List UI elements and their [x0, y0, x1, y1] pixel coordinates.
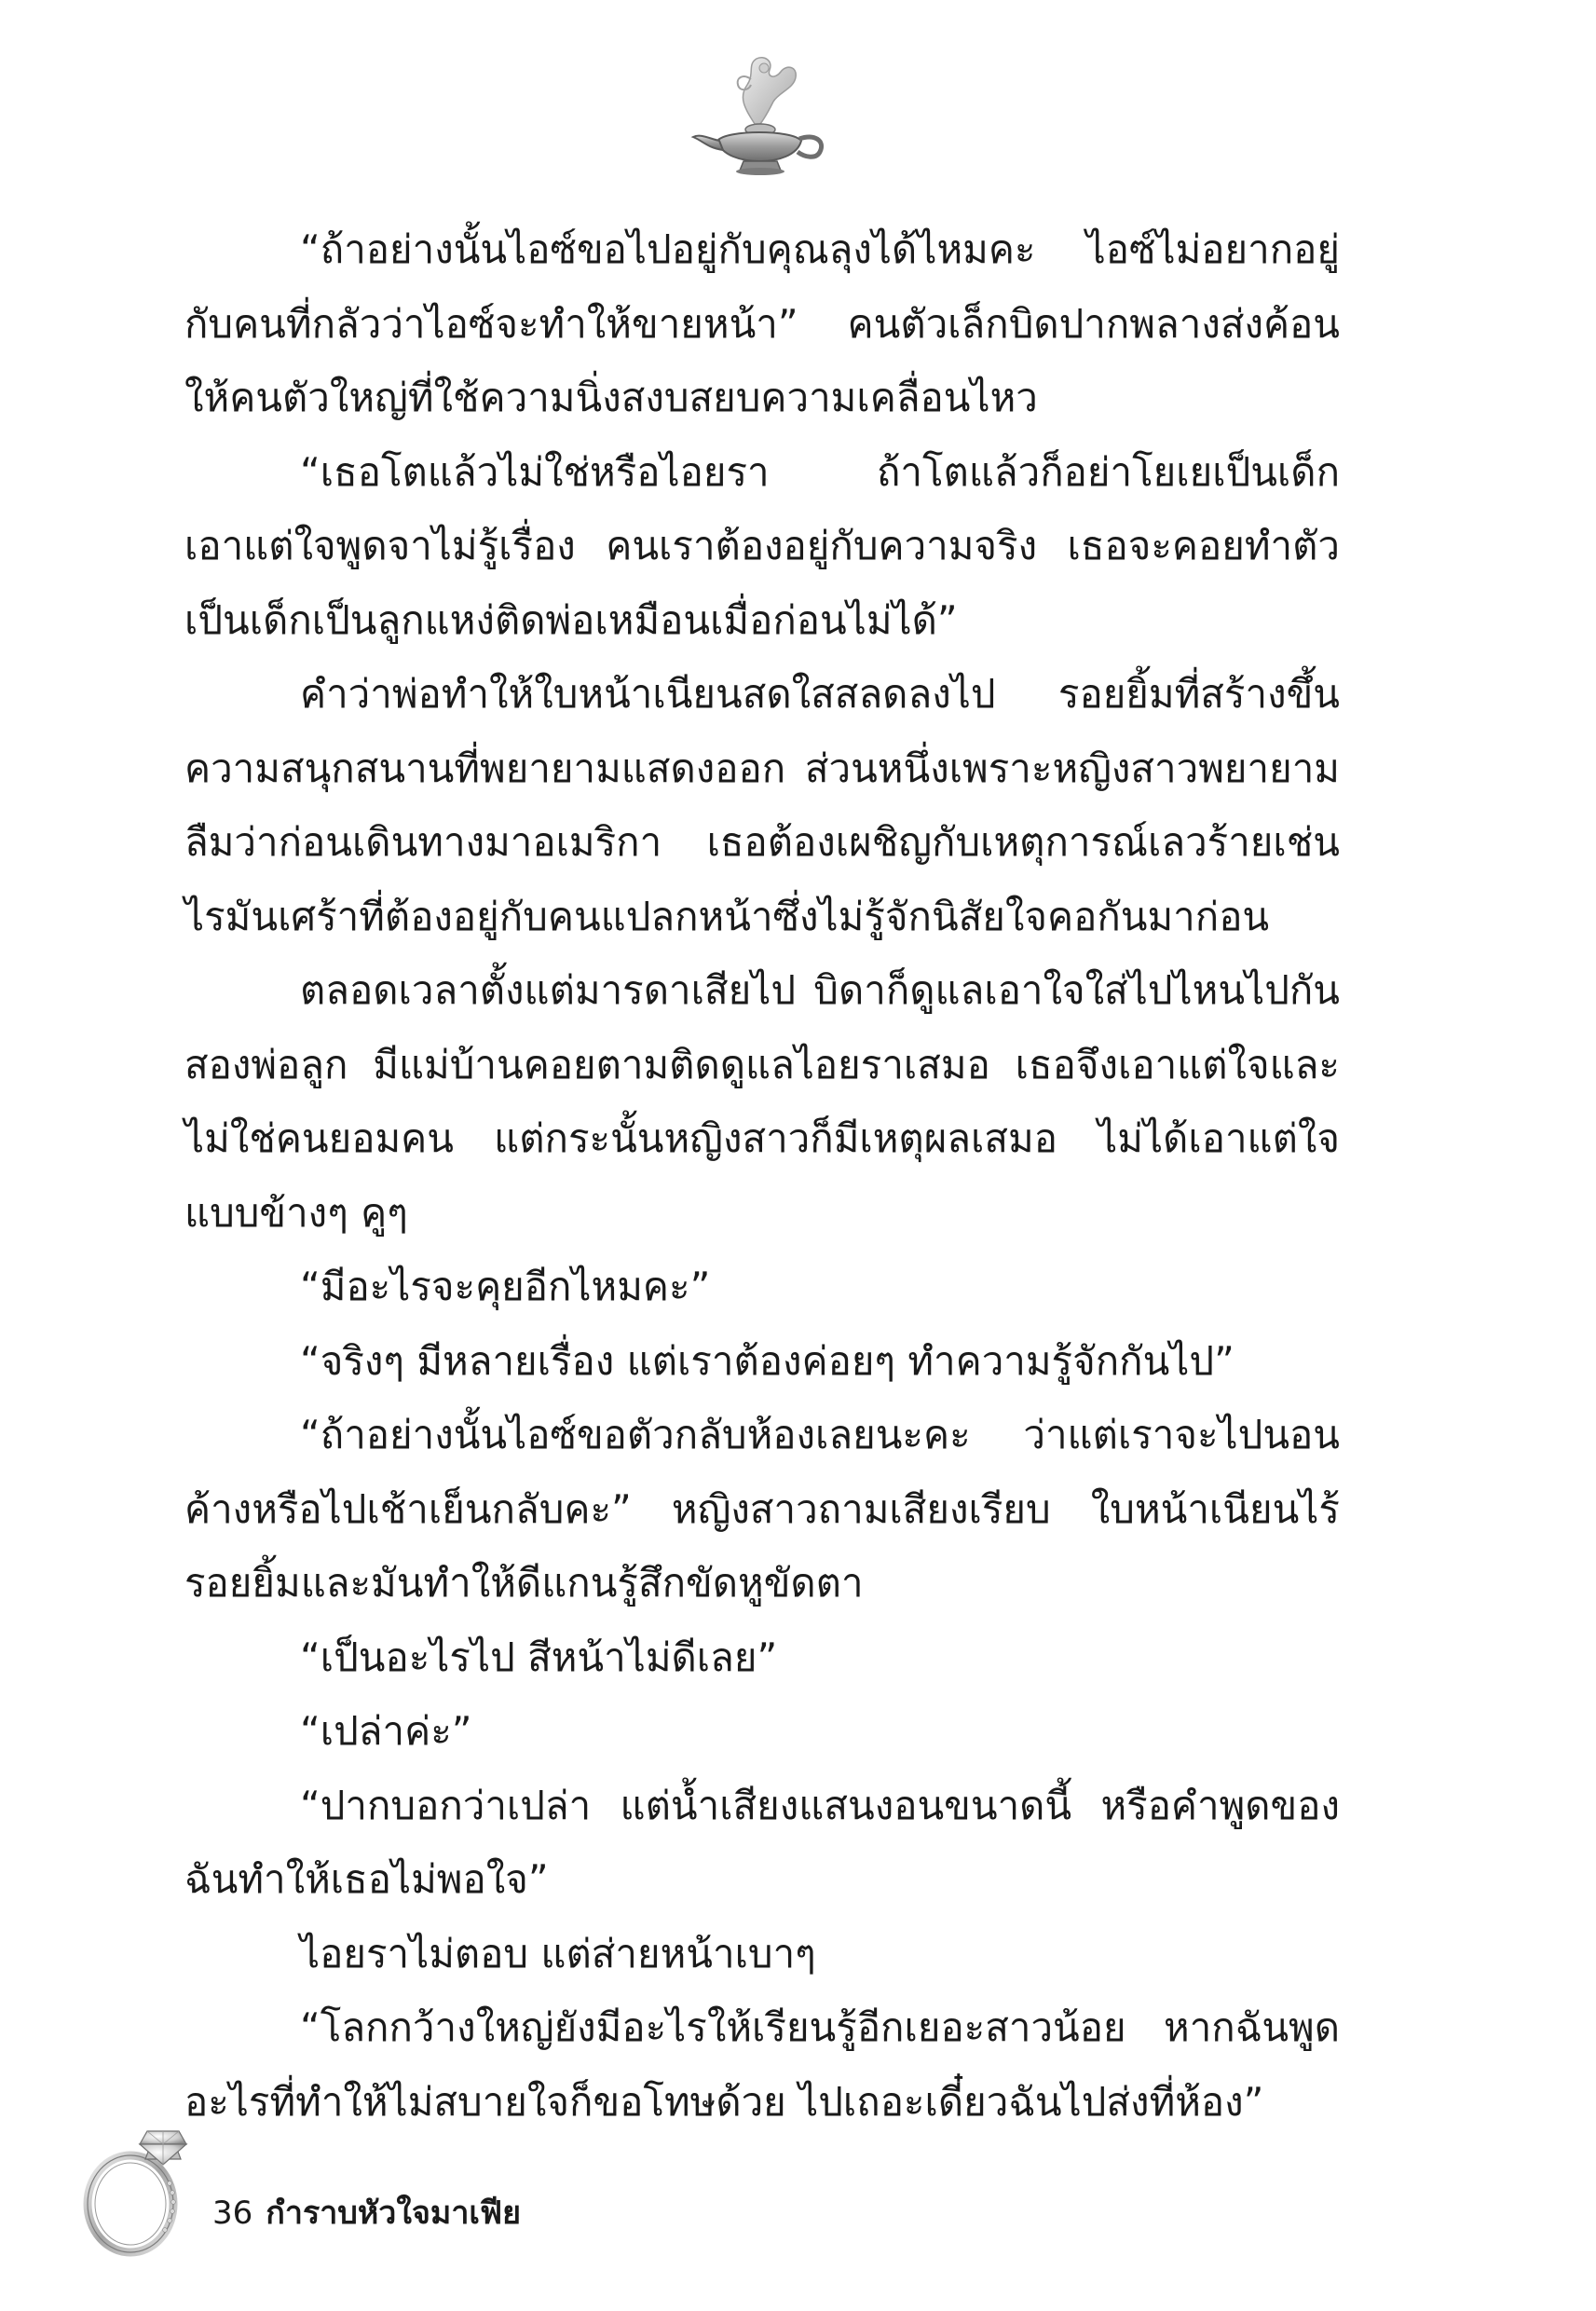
paragraph: “จริงๆ มีหลายเรื่อง แต่เราต้องค่อยๆ ทำความรู้จักกันไป” [300, 1337, 1235, 1384]
paragraph: “เป็นอะไรไป สีหน้าไม่ดีเลย” [300, 1634, 778, 1680]
paragraph: “ปากบอกว่าเปล่า แต่น้ำเสียงแสนงอนขนาดนี้ หรือคำพูดของฉันทำให้เธอไม่พอใจ” [184, 1782, 1340, 1902]
paragraph: คำว่าพ่อทำให้ใบหน้าเนียนสดใสสลดลงไป รอยยิ้มที่สร้างขึ้นความสนุกสนานที่พยายามแสดงออก ส่วนหนึ่งเพราะหญิงสาวพยายามลืมว่าก่อนเดินทางมาอเมริกา เธอต้องเผชิญกับเหตุการณ์เลวร้ายเช่นไรมันเศร้าที่ต้องอยู่กับคนแปลกหน้าซึ่งไม่รู้จักนิสัยใจคอกันมาก่อน [184, 671, 1340, 939]
paragraph: ตลอดเวลาตั้งแต่มารดาเสียไป บิดาก็ดูแลเอาใจใส่ไปไหนไปกันสองพ่อลูก มีแม่บ้านคอยตามติดดูแลไอยราเสมอ เธอจึงเอาแต่ใจและไม่ใช่คนยอมคน แต่กระนั้นหญิงสาวก็มีเหตุผลเสมอ ไม่ได้เอาแต่ใจแบบข้างๆ คูๆ [184, 967, 1340, 1236]
paragraph: “มีอะไรจะคุยอีกไหมคะ” [300, 1264, 711, 1309]
paragraph: “โลกกว้างใหญ่ยังมีอะไรให้เรียนรู้อีกเยอะสาวน้อย หากฉันพูดอะไรที่ทำให้ไม่สบายใจก็ขอโทษด้วย ไปเถอะเดี๋ยวฉันไปส่งที่ห้อง” [184, 2004, 1340, 2125]
book-title: กำราบหัวใจมาเฟีย [266, 2195, 522, 2232]
footer-caption [212, 2187, 521, 2237]
body-text [184, 212, 1340, 2139]
paragraph: “เธอโตแล้วไม่ใช่หรือไอยรา ถ้าโตแล้วก็อย่าโยเยเป็นเด็กเอาแต่ใจพูดจาไม่รู้เรื่อง คนเราต้องอยู่กับความจริง เธอจะคอยทำตัวเป็นเด็กเป็นลูกแหง่ติดพ่อเหมือนเมื่อก่อนไม่ได้” [184, 448, 1340, 643]
paragraph: “ถ้าอย่างนั้นไอซ์ขอไปอยู่กับคุณลุงได้ไหมคะ ไอซ์ไม่อยากอยู่กับคนที่กลัวว่าไอซ์จะทำให้ขายหน้า” คนตัวเล็กบิดปากพลางส่งค้อนให้คนตัวใหญ่ที่ใช้ความนิ่งสงบสยบความเคลื่อนไหว [184, 226, 1340, 420]
ring-icon [73, 2111, 203, 2260]
page-footer [0, 2111, 1596, 2260]
genie-lamp-icon [689, 51, 829, 177]
page-number: 36 [212, 2195, 253, 2232]
paragraph: ไอยราไม่ตอบ แต่ส่ายหน้าเบาๆ [300, 1930, 816, 1976]
paragraph: “ถ้าอย่างนั้นไอซ์ขอตัวกลับห้องเลยนะคะ ว่าแต่เราจะไปนอนค้างหรือไปเช้าเย็นกลับคะ” หญิงสาวถามเสียงเรียบ ใบหน้าเนียนไร้รอยยิ้มและมันทำให้ดีแกนรู้สึกขัดหูขัดตา [184, 1412, 1340, 1606]
paragraph: “เปล่าค่ะ” [300, 1708, 472, 1754]
